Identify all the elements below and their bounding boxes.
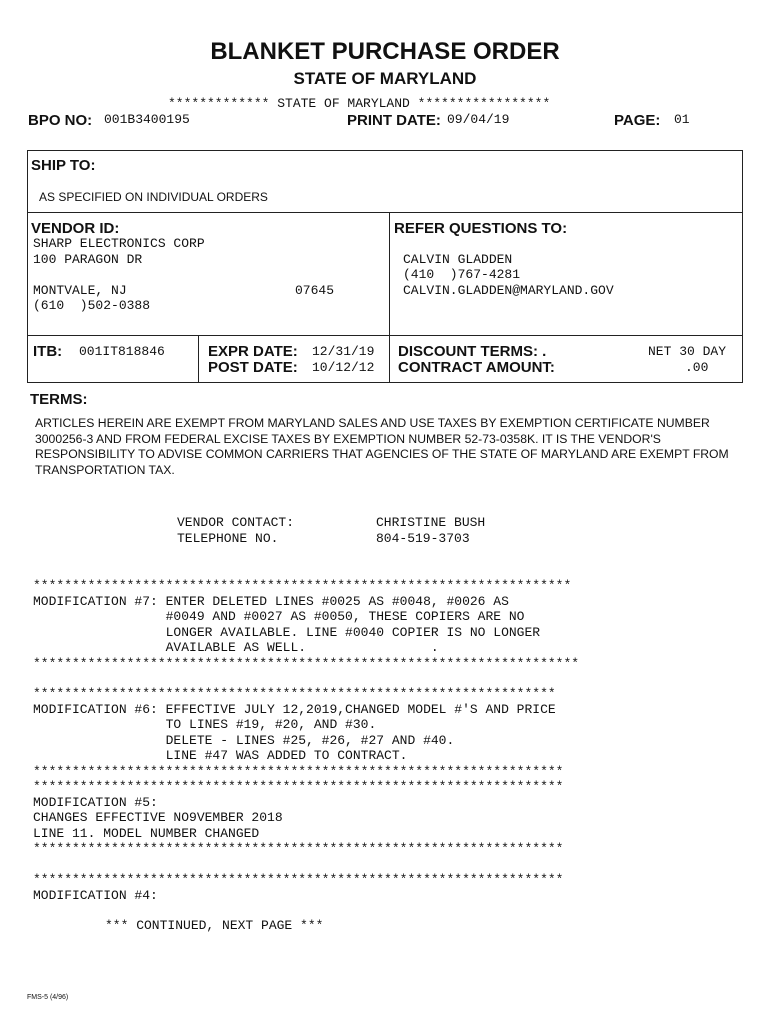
vendor-address: 100 PARAGON DR: [33, 252, 143, 267]
discount-terms-label: DISCOUNT TERMS: .: [398, 343, 547, 360]
print-date-label: PRINT DATE:: [347, 112, 441, 129]
vendor-name: SHARP ELECTRONICS CORP: [33, 236, 205, 251]
refer-phone: (410 )767-4281: [403, 267, 521, 282]
terms-label: TERMS:: [30, 391, 88, 408]
itb-expr-divider: [198, 335, 199, 383]
refer-name: CALVIN GLADDEN: [403, 252, 513, 267]
refer-email: CALVIN.GLADDEN@MARYLAND.GOV: [403, 283, 614, 298]
state-banner-line: ************* STATE OF MARYLAND *****************: [168, 96, 551, 111]
itb-value: 001IT818846: [79, 344, 165, 359]
continued-notice: *** CONTINUED, NEXT PAGE ***: [105, 918, 324, 933]
post-date-value: 10/12/12: [312, 360, 375, 375]
contract-amount-label: CONTRACT AMOUNT:: [398, 359, 555, 376]
expr-date-value: 12/31/19: [312, 344, 375, 359]
post-date-label: POST DATE:: [208, 359, 298, 376]
modification-4-block: ******************************************************************** MODIFICATION #4:: [33, 872, 564, 903]
form-id: FMS-5 (4/96): [27, 994, 69, 1001]
modification-6-5-block: ******************************************************************* MODIFICATION #6: EFFECTIVE JULY 12,2019,CHANGED MODEL #'S AND PRICE TO LINES #19, #20, AND #30. DELETE - LINES #25, #26, #27 AND #40. LINE #47 WAS ADDED TO CONTRACT. ******************************************************************** ******************************************************************** MODIFICATION #5: CHANGES EFFECTIVE NO9VEMBER 2018 LINE 11. MODEL NUMBER CHANGED ********************************************************************: [33, 686, 564, 856]
ship-to-label: SHIP TO:: [31, 157, 96, 174]
bpo-number-value: 001B3400195: [104, 112, 190, 127]
vendor-refer-divider: [389, 212, 390, 383]
discount-terms-value: NET 30 DAY: [648, 344, 727, 359]
document-subtitle: STATE OF MARYLAND: [293, 69, 477, 88]
ship-to-divider: [27, 212, 743, 213]
modification-7-block: ********************************************************************* MODIFICATION #7: ENTER DELETED LINES #0025 AS #0048, #0026 AS #0049 AND #0027 AS #0050, THESE COPIERS ARE NO LONGER AVAILABLE. LINE #0040 COPIER IS NO LONGER AVAILABLE AS WELL. . **********************************************************************: [33, 578, 580, 671]
telephone-label: TELEPHONE NO.: [177, 531, 279, 546]
vendor-phone: (610 )502-0388: [33, 298, 151, 313]
document-title: BLANKET PURCHASE ORDER: [210, 38, 560, 65]
itb-label: ITB:: [33, 343, 63, 360]
vendor-zip: 07645: [295, 283, 335, 298]
expr-date-label: EXPR DATE:: [208, 343, 298, 360]
print-date-value: 09/04/19: [447, 112, 510, 127]
info-row-divider: [27, 335, 743, 336]
vendor-contact-value: CHRISTINE BUSH: [376, 515, 486, 530]
contract-amount-value: .00: [685, 360, 709, 375]
ship-to-value: AS SPECIFIED ON INDIVIDUAL ORDERS: [39, 190, 268, 204]
bpo-number-label: BPO NO:: [28, 112, 93, 129]
refer-questions-label: REFER QUESTIONS TO:: [394, 220, 568, 237]
telephone-value: 804-519-3703: [376, 531, 470, 546]
page-label: PAGE:: [614, 112, 661, 129]
page-value: 01: [674, 112, 690, 127]
vendor-contact-label: VENDOR CONTACT:: [177, 515, 295, 530]
vendor-id-label: VENDOR ID:: [31, 220, 120, 237]
vendor-city: MONTVALE, NJ: [33, 283, 127, 298]
terms-text: ARTICLES HEREIN ARE EXEMPT FROM MARYLAND SALES AND USE TAXES BY EXEMPTION CERTIFICATE NUMBER 3000256-3 AND FROM FEDERAL EXCISE TAXES BY EXEMPTION NUMBER 52-73-0358K. IT IS THE VENDOR'S RESPONSIBILITY TO ADVISE COMMON CARRIERS THAT AGENCIES OF THE STATE OF MARYLAND ARE EXEMPT FROM TRANSPORTATION TAX.: [35, 416, 729, 477]
